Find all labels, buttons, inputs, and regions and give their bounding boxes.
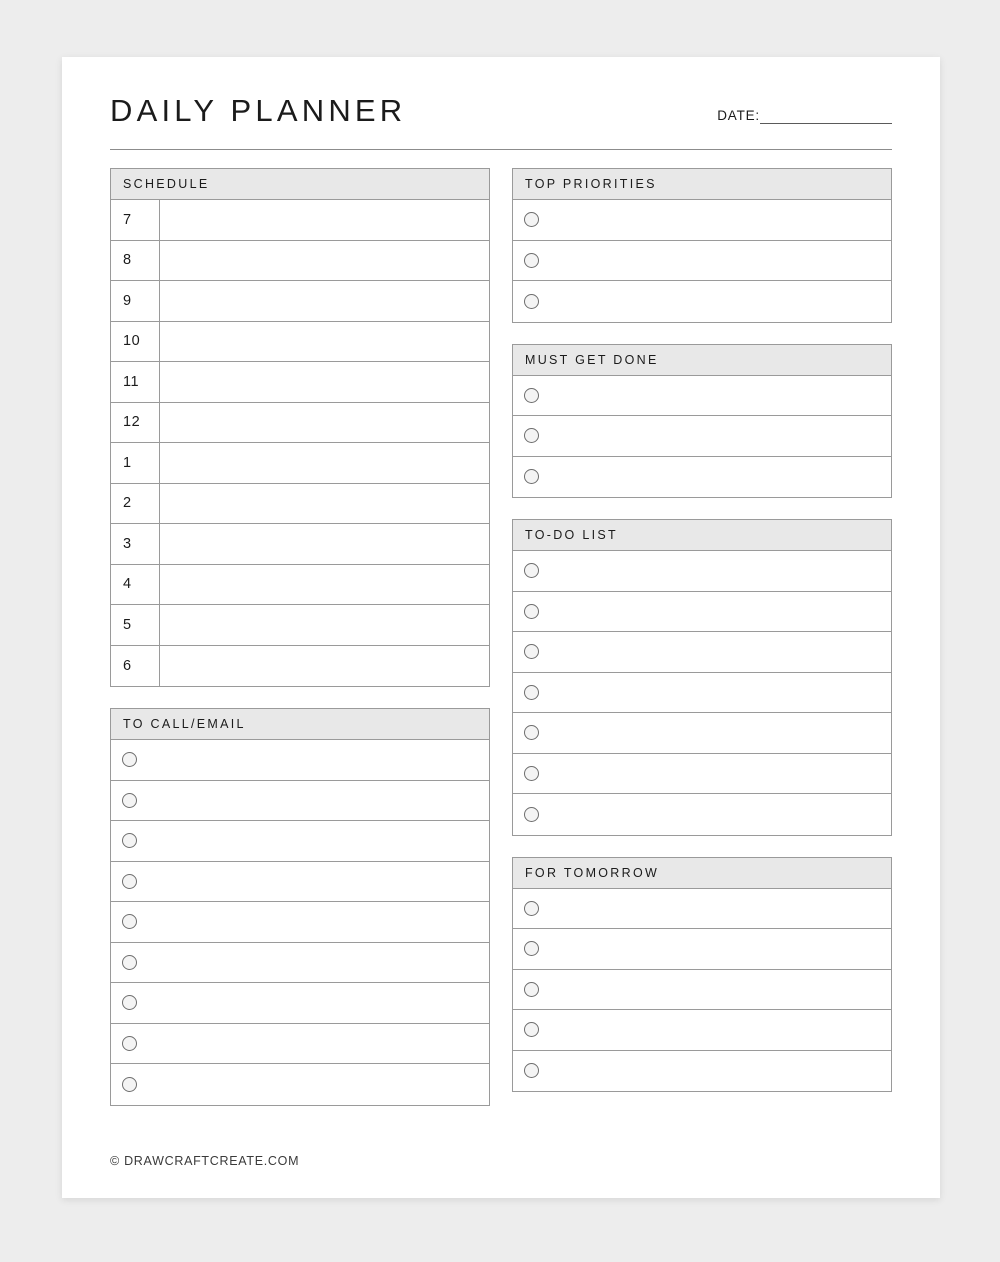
checklist-item-input[interactable] <box>539 929 891 969</box>
schedule-hour-label: 2 <box>111 484 160 524</box>
top-priorities-section <box>512 168 892 323</box>
to-call-email-header: TO CALL/EMAIL <box>111 709 489 740</box>
checklist-item-input[interactable] <box>137 983 489 1023</box>
schedule-hour-label: 6 <box>111 646 160 687</box>
to-call-email-rows <box>111 740 489 1105</box>
schedule-row <box>111 403 489 444</box>
checkbox-circle-icon[interactable] <box>524 604 539 619</box>
checklist-item-input[interactable] <box>539 632 891 672</box>
checklist-row <box>513 929 891 970</box>
must-get-done-header: MUST GET DONE <box>513 345 891 376</box>
schedule-entry-input[interactable] <box>160 281 489 321</box>
must-get-done-section <box>512 344 892 499</box>
schedule-hour-label: 8 <box>111 241 160 281</box>
checklist-item-input[interactable] <box>137 1064 489 1105</box>
checkbox-circle-icon[interactable] <box>122 1036 137 1051</box>
checklist-row <box>513 673 891 714</box>
checklist-item-input[interactable] <box>539 970 891 1010</box>
checklist-row <box>513 632 891 673</box>
schedule-entry-input[interactable] <box>160 200 489 240</box>
top-priorities-header: TOP PRIORITIES <box>513 169 891 200</box>
checklist-item-input[interactable] <box>539 889 891 929</box>
schedule-entry-input[interactable] <box>160 484 489 524</box>
checkbox-circle-icon[interactable] <box>122 874 137 889</box>
checklist-item-input[interactable] <box>539 592 891 632</box>
must-get-done-rows <box>513 376 891 498</box>
checklist-row <box>513 889 891 930</box>
checkbox-circle-icon[interactable] <box>524 469 539 484</box>
checklist-row <box>111 1064 489 1105</box>
checkbox-circle-icon[interactable] <box>122 914 137 929</box>
checklist-row <box>111 862 489 903</box>
checklist-row <box>513 713 891 754</box>
checklist-item-input[interactable] <box>539 1010 891 1050</box>
checklist-row <box>513 376 891 417</box>
schedule-row <box>111 281 489 322</box>
todo-list-section <box>512 519 892 836</box>
schedule-hour-label: 12 <box>111 403 160 443</box>
checklist-row <box>111 902 489 943</box>
schedule-entry-input[interactable] <box>160 443 489 483</box>
checkbox-circle-icon[interactable] <box>122 1077 137 1092</box>
schedule-row <box>111 443 489 484</box>
schedule-row <box>111 524 489 565</box>
checklist-item-input[interactable] <box>137 943 489 983</box>
checklist-row <box>111 1024 489 1065</box>
checkbox-circle-icon[interactable] <box>524 807 539 822</box>
schedule-entry-input[interactable] <box>160 362 489 402</box>
checklist-row <box>513 1051 891 1092</box>
schedule-row <box>111 362 489 403</box>
checkbox-circle-icon[interactable] <box>524 685 539 700</box>
checkbox-circle-icon[interactable] <box>524 644 539 659</box>
checklist-item-input[interactable] <box>137 821 489 861</box>
schedule-row <box>111 565 489 606</box>
checkbox-circle-icon[interactable] <box>524 725 539 740</box>
schedule-hour-label: 10 <box>111 322 160 362</box>
checklist-item-input[interactable] <box>539 673 891 713</box>
checkbox-circle-icon[interactable] <box>524 1063 539 1078</box>
checklist-item-input[interactable] <box>539 281 891 322</box>
checkbox-circle-icon[interactable] <box>524 982 539 997</box>
checkbox-circle-icon[interactable] <box>524 563 539 578</box>
title-divider <box>110 149 892 150</box>
checklist-row <box>513 551 891 592</box>
checklist-item-input[interactable] <box>137 1024 489 1064</box>
checkbox-circle-icon[interactable] <box>524 388 539 403</box>
todo-list-rows <box>513 551 891 835</box>
schedule-entry-input[interactable] <box>160 524 489 564</box>
todo-list-header: TO-DO LIST <box>513 520 891 551</box>
schedule-row <box>111 605 489 646</box>
checkbox-circle-icon[interactable] <box>524 1022 539 1037</box>
checkbox-circle-icon[interactable] <box>524 212 539 227</box>
checklist-item-input[interactable] <box>539 551 891 591</box>
footer-copyright: © DRAWCRAFTCREATE.COM <box>110 1154 300 1168</box>
checklist-item-input[interactable] <box>539 754 891 794</box>
checkbox-circle-icon[interactable] <box>524 941 539 956</box>
checklist-row <box>513 592 891 633</box>
schedule-entry-input[interactable] <box>160 565 489 605</box>
checklist-row <box>111 943 489 984</box>
schedule-hour-label: 3 <box>111 524 160 564</box>
schedule-entry-input[interactable] <box>160 241 489 281</box>
schedule-entry-input[interactable] <box>160 646 489 687</box>
checklist-row <box>513 281 891 322</box>
checkbox-circle-icon[interactable] <box>122 793 137 808</box>
checklist-item-input[interactable] <box>539 1051 891 1092</box>
schedule-hour-label: 7 <box>111 200 160 240</box>
date-input[interactable] <box>760 108 892 124</box>
schedule-row <box>111 241 489 282</box>
page-title: DAILY PLANNER <box>110 93 407 128</box>
checkbox-circle-icon[interactable] <box>122 995 137 1010</box>
checklist-item-input[interactable] <box>137 740 489 780</box>
checklist-item-input[interactable] <box>539 457 891 498</box>
checklist-item-input[interactable] <box>539 794 891 835</box>
schedule-entry-input[interactable] <box>160 322 489 362</box>
schedule-row <box>111 646 489 687</box>
checklist-row <box>513 970 891 1011</box>
right-column <box>512 168 892 1092</box>
for-tomorrow-rows <box>513 889 891 1092</box>
planner-page <box>62 57 940 1198</box>
checkbox-circle-icon[interactable] <box>122 833 137 848</box>
schedule-header: SCHEDULE <box>111 169 489 200</box>
checklist-item-input[interactable] <box>137 902 489 942</box>
checklist-item-input[interactable] <box>539 376 891 416</box>
checklist-row <box>513 1010 891 1051</box>
checklist-item-input[interactable] <box>539 713 891 753</box>
checklist-row <box>513 457 891 498</box>
checklist-item-input[interactable] <box>539 200 891 240</box>
checkbox-circle-icon[interactable] <box>524 766 539 781</box>
checklist-row <box>513 416 891 457</box>
schedule-hour-label: 5 <box>111 605 160 645</box>
checkbox-circle-icon[interactable] <box>524 428 539 443</box>
checklist-item-input[interactable] <box>137 781 489 821</box>
checklist-row <box>513 754 891 795</box>
checkbox-circle-icon[interactable] <box>524 253 539 268</box>
checklist-row <box>111 821 489 862</box>
schedule-hour-label: 4 <box>111 565 160 605</box>
checklist-row <box>513 794 891 835</box>
schedule-row <box>111 322 489 363</box>
checkbox-circle-icon[interactable] <box>122 752 137 767</box>
checklist-row <box>513 241 891 282</box>
schedule-entry-input[interactable] <box>160 605 489 645</box>
top-priorities-rows <box>513 200 891 322</box>
schedule-hour-label: 11 <box>111 362 160 402</box>
date-field-group <box>717 108 892 124</box>
for-tomorrow-header: FOR TOMORROW <box>513 858 891 889</box>
checklist-row <box>513 200 891 241</box>
checkbox-circle-icon[interactable] <box>122 955 137 970</box>
checkbox-circle-icon[interactable] <box>524 294 539 309</box>
schedule-rows <box>111 200 489 686</box>
checklist-item-input[interactable] <box>539 416 891 456</box>
checkbox-circle-icon[interactable] <box>524 901 539 916</box>
date-label: DATE: <box>717 108 760 123</box>
schedule-section <box>110 168 490 687</box>
schedule-row <box>111 484 489 525</box>
schedule-hour-label: 1 <box>111 443 160 483</box>
schedule-hour-label: 9 <box>111 281 160 321</box>
page-header <box>110 90 892 170</box>
checklist-item-input[interactable] <box>137 862 489 902</box>
schedule-row <box>111 200 489 241</box>
checklist-row <box>111 740 489 781</box>
checklist-row <box>111 781 489 822</box>
left-column <box>110 168 490 1106</box>
to-call-email-section <box>110 708 490 1106</box>
schedule-entry-input[interactable] <box>160 403 489 443</box>
checklist-item-input[interactable] <box>539 241 891 281</box>
checklist-row <box>111 983 489 1024</box>
for-tomorrow-section <box>512 857 892 1093</box>
